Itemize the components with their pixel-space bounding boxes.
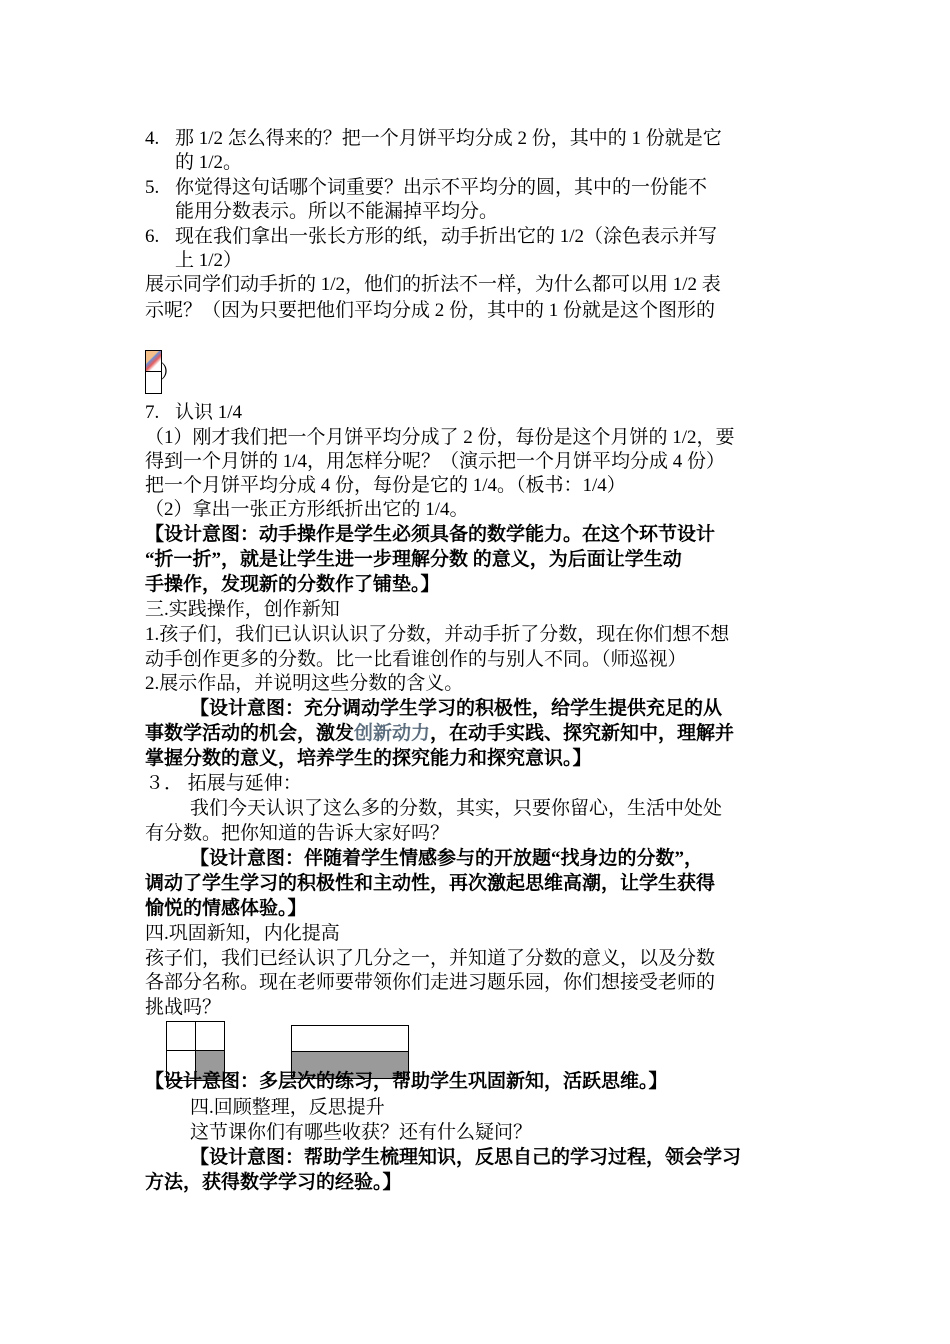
item-5: 5. 你觉得这句话哪个词重要？出示不平均分的圆，其中的一份能不 xyxy=(145,177,708,198)
item-6: 6. 现在我们拿出一张长方形的纸，动手折出它的 1/2（涂色表示并写 xyxy=(145,226,718,247)
section-3-title: 三.实践操作，创作新知 xyxy=(145,599,340,620)
section-4-line-2: 各部分名称。现在老师要带领你们走进习题乐园，你们想接受老师的 xyxy=(145,972,716,993)
review-title: 四.回顾整理，反思提升 xyxy=(190,1097,385,1118)
section-3-line-2: 动手创作更多的分数。比一比看谁创作的与别人不同。（师巡视） xyxy=(145,649,687,670)
item-4: 4. 那 1/2 怎么得来的？把一个月饼平均分成 2 份，其中的 1 份就是它 xyxy=(145,128,722,149)
intent-1-line-2: “折一折”，就是让学生进一步理解分数 的意义，为后面让学生动 xyxy=(145,549,682,570)
section-4-line-3: 挑战吗？ xyxy=(145,997,222,1018)
part-2: （2）拿出一张正方形纸折出它的 1/4。 xyxy=(145,499,469,520)
part-1-line-3: 把一个月饼平均分成 4 份，每份是它的 1/4。（板书：1/4） xyxy=(145,475,626,496)
folded-paper-shaded-half xyxy=(146,351,161,371)
intent-4: 【设计意图：多层次的练习，帮助学生巩固新知，活跃思维。】 xyxy=(145,1071,668,1092)
part-1-line-2: 得到一个月饼的 1/4，用怎样分呢？（演示把一个月饼平均分成 4 份） xyxy=(145,451,726,472)
intent-3-line-3: 愉悦的情感体验。】 xyxy=(145,898,307,919)
extension-line-1: 我们今天认识了这么多的分数，其实，只要你留心，生活中处处 xyxy=(190,798,723,819)
intent-1-line-3: 手操作，发现新的分数作了铺垫。】 xyxy=(145,574,440,595)
innovation-link[interactable]: 创新动力 xyxy=(354,723,431,744)
intent-3-line-1: 【设计意图：伴随着学生情感参与的开放题“找身边的分数”， xyxy=(190,848,704,869)
item-4-cont: 的 1/2。 xyxy=(175,152,243,173)
fold-line xyxy=(146,371,161,372)
intent-5-line-2: 方法，获得数学学习的经验。】 xyxy=(145,1172,402,1193)
part-1-line-1: （1）刚才我们把一个月饼平均分成了 2 份，每份是这个月饼的 1/2，要 xyxy=(145,427,735,448)
close-paren: ） xyxy=(160,362,180,383)
show-line-2: 示呢？（因为只要把他们平均分成 2 份，其中的 1 份就是这个图形的 xyxy=(145,300,716,321)
section-4-line-1: 孩子们，我们已经认识了几分之一，并知道了分数的意义，以及分数 xyxy=(145,948,716,969)
show-line-1: 展示同学们动手折的 1/2，他们的折法不一样，为什么都可以用 1/2 表 xyxy=(145,274,721,295)
extension-line-2: 有分数。把你知道的告诉大家好吗？ xyxy=(145,823,450,844)
intent-1-line-1: 【设计意图：动手操作是学生必须具备的数学能力。在这个环节设计 xyxy=(145,524,716,545)
intent-2-line-2: 事数学活动的机会，激发创新动力，在动手实践、探究新知中，理解并 xyxy=(145,723,735,744)
section-3-line-1: 1.孩子们，我们已认识认识了分数，并动手折了分数，现在你们想不想 xyxy=(145,624,730,645)
extension-title: ３． 拓展与延伸： xyxy=(145,773,302,794)
review-question: 这节课你们有哪些收获？还有什么疑问？ xyxy=(190,1122,533,1143)
item-6-cont: 上 1/2） xyxy=(175,250,243,271)
intent-2-line-1: 【设计意图：充分调动学生学习的积极性，给学生提供充足的从 xyxy=(190,698,723,719)
intent-2-line-3: 掌握分数的意义，培养学生的探究能力和探究意识。】 xyxy=(145,748,592,769)
intent-3-line-2: 调动了学生学习的积极性和主动性，再次激起思维高潮，让学生获得 xyxy=(145,873,716,894)
item-5-cont: 能用分数表示。所以不能漏掉平均分。 xyxy=(175,201,499,222)
item-7: 7. 认识 1/4 xyxy=(145,402,243,423)
section-3-line-3: 2.展示作品，并说明这些分数的含义。 xyxy=(145,673,464,694)
section-4-title: 四.巩固新知，内化提高 xyxy=(145,923,340,944)
intent-5-line-1: 【设计意图：帮助学生梳理知识，反思自己的学习过程，领会学习 xyxy=(190,1147,742,1168)
